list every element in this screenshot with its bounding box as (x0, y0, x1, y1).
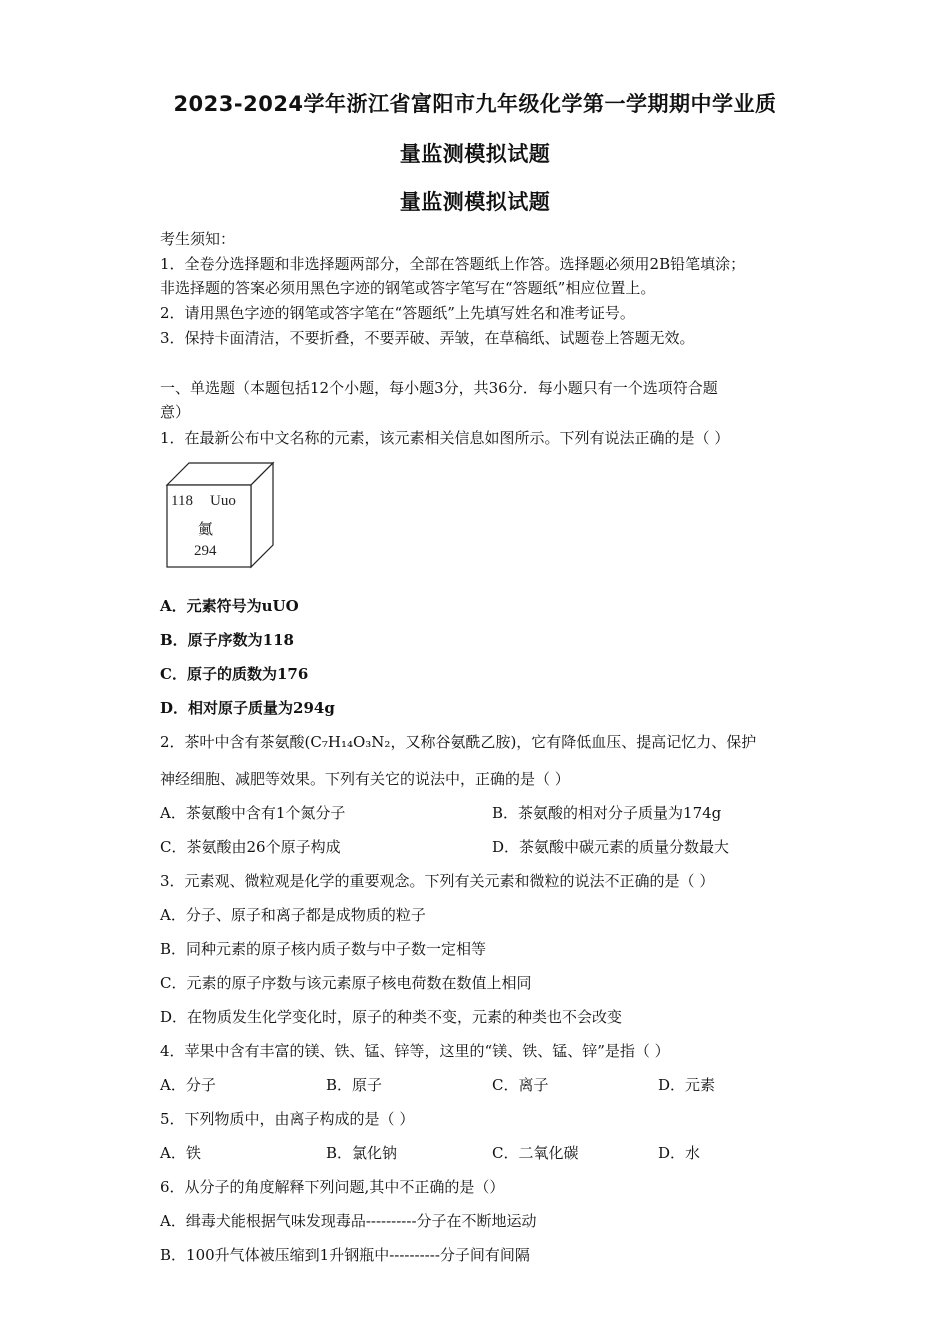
q1-option-d: D．相对原子质量为294g (160, 699, 335, 717)
q4-option-d: D．元素 (658, 1076, 716, 1094)
q5-option-d: D．水 (658, 1144, 701, 1162)
title-line-2: 量监测模拟试题 (399, 142, 551, 166)
q4-stem: 4．苹果中含有丰富的镁、铁、锰、锌等，这里的“镁、铁、锰、锌”是指（ ） (160, 1042, 670, 1060)
q5-option-b: B．氯化钠 (326, 1144, 398, 1162)
q2-option-d: D．茶氨酸中碳元素的质量分数最大 (492, 838, 730, 856)
q3-option-b: B．同种元素的原子核内质子数与中子数一定相等 (160, 940, 487, 958)
title-line-3: 量监测模拟试题 (399, 190, 551, 214)
q6-option-b: B．100升气体被压缩到1升钢瓶中----------分子间有间隔 (160, 1246, 530, 1264)
q3-option-c: C．元素的原子序数与该元素原子核电荷数在数值上相同 (160, 974, 532, 992)
q4-option-a: A．分子 (160, 1076, 216, 1094)
q2-option-c: C．茶氨酸由26个原子构成 (160, 838, 341, 856)
q2-option-b: B．茶氨酸的相对分子质量为174g (492, 804, 722, 822)
notice-item-1a: 1．全卷分选择题和非选择题两部分，全部在答题纸上作答。选择题必须用2B铅笔填涂； (160, 255, 746, 273)
title-line-1: 2023-2024学年浙江省富阳市九年级化学第一学期期中学业质 (173, 92, 777, 116)
q3-option-d: D．在物质发生化学变化时，原子的种类不变，元素的种类也不会改变 (160, 1008, 623, 1026)
q5-stem: 5．下列物质中，由离子构成的是（ ） (160, 1110, 415, 1128)
q1-option-c: C．原子的质数为176 (160, 665, 309, 683)
q3-stem: 3．元素观、微粒观是化学的重要观念。下列有关元素和微粒的说法不正确的是（ ） (160, 872, 715, 890)
q2-stem-b: 神经细胞、减肥等效果。下列有关它的说法中，正确的是（ ） (160, 770, 570, 788)
q4-option-b: B．原子 (326, 1076, 383, 1094)
element-number: 118 (171, 493, 193, 509)
notice-heading: 考生须知： (160, 230, 236, 248)
q6-option-a: A．缉毒犬能根据气味发现毒品----------分子在不断地运动 (160, 1212, 537, 1230)
q2-stem-a: 2．茶叶中含有茶氨酸(C₇H₁₄O₃N₂，又称谷氨酰乙胺)，它有降低血压、提高记忆力、保护 (160, 733, 757, 751)
q5-option-c: C．二氧化碳 (492, 1144, 579, 1162)
q1-option-a: A．元素符号为uUO (160, 597, 299, 615)
q1-stem: 1．在最新公布中文名称的元素，该元素相关信息如图所示。下列有说法正确的是（ ） (160, 429, 730, 447)
element-symbol: Uuo (210, 493, 236, 509)
q3-option-a: A．分子、原子和离子都是成物质的粒子 (160, 906, 426, 924)
section-heading-a: 一、单选题（本题包括12个小题，每小题3分，共36分．每小题只有一个选项符合题 (160, 379, 718, 397)
q4-option-c: C．离子 (492, 1076, 549, 1094)
element-mass: 294 (194, 543, 217, 559)
section-heading-b: 意） (160, 403, 191, 421)
q5-option-a: A．铁 (160, 1144, 201, 1162)
q1-option-b: B．原子序数为118 (160, 631, 294, 649)
notice-item-2: 2．请用黑色字迹的钢笔或答字笔在“答题纸”上先填写姓名和准考证号。 (160, 304, 635, 322)
element-name: 鿫 (198, 522, 214, 538)
notice-item-3: 3．保持卡面清洁，不要折叠，不要弄破、弄皱，在草稿纸、试题卷上答题无效。 (160, 329, 695, 347)
notice-item-1b: 非选择题的答案必须用黑色字迹的钢笔或答字笔写在“答题纸”相应位置上。 (160, 279, 656, 297)
q6-stem: 6．从分子的角度解释下列问题,其中不正确的是（） (160, 1178, 505, 1196)
q2-option-a: A．茶氨酸中含有1个氮分子 (160, 804, 346, 822)
element-card-cube-icon (165, 461, 277, 569)
element-card (165, 461, 277, 569)
